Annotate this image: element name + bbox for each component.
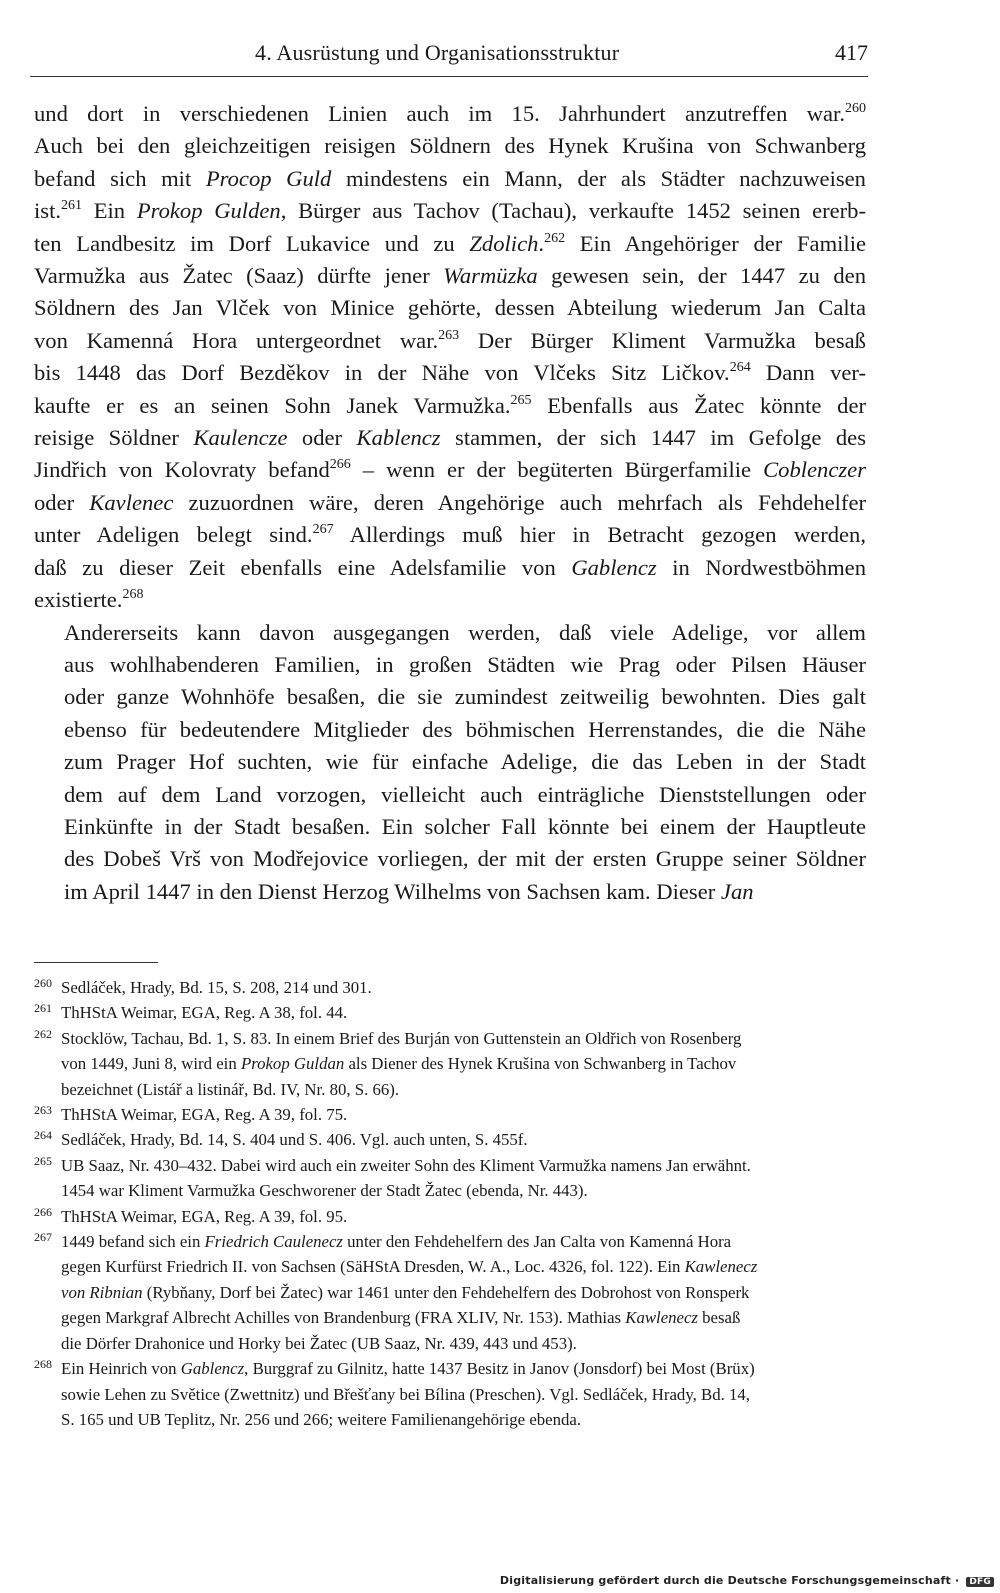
footnote-ref: 263 — [438, 327, 460, 343]
text-run: gegen Kurfürst Friedrich II. von Sachsen (SäHStA Dresden, W. A., Loc. 4326, fol. 122). Ein — [61, 1257, 685, 1277]
text-line — [34, 292, 866, 324]
text-run: oder — [287, 425, 357, 451]
footnote-line — [61, 1305, 866, 1330]
text-run: 1454 war Kliment Varmužka Geschworener der Stadt Žatec (ebenda, Nr. 443). — [61, 1181, 588, 1201]
text-line — [34, 746, 866, 778]
text-run: , Bürger aus Tachov (Tachau), verkaufte 1452 seinen ererb- — [280, 198, 866, 224]
footnote-line — [61, 1254, 866, 1279]
footnote — [34, 1204, 866, 1229]
paragraph — [34, 617, 866, 909]
text-line — [34, 779, 866, 811]
footnote-number: 265 — [34, 1153, 52, 1168]
text-run: Der Bürger Kliment Varmužka besaß — [459, 327, 866, 353]
italic-name: Procop Guld — [205, 165, 332, 191]
text-run: S. 165 und UB Teplitz, Nr. 256 und 266; weitere Familienangehörige ebenda. — [61, 1409, 582, 1429]
text-line — [34, 584, 866, 616]
text-run: gewesen sein, der 1447 zu den — [537, 263, 866, 289]
text-run: ThHStA Weimar, EGA, Reg. A 39, fol. 95. — [61, 1206, 348, 1226]
footnote-separator — [34, 962, 158, 963]
text-line — [34, 714, 866, 746]
footnote-ref: 266 — [329, 457, 351, 473]
italic-name: Kavlenec — [89, 489, 174, 515]
text-run: Stocklöw, Tachau, Bd. 1, S. 83. In einem Brief des Burján von Guttenstein an Oldřich von Rosenberg — [61, 1028, 742, 1048]
italic-name: Gablencz — [180, 1359, 245, 1379]
text-run: im April 1447 in den Dienst Herzog Wilhelms von Sachsen kam. Dieser — [64, 878, 721, 904]
text-run: Allerdings muß hier in Betracht gezogen werden, — [333, 522, 866, 548]
footnote-line — [61, 1153, 866, 1178]
text-line — [34, 325, 866, 357]
text-run: aus wohlhabenderen Familien, in großen Städten wie Prag oder Pilsen Häuser — [64, 651, 866, 677]
footnote-ref: 261 — [61, 198, 82, 214]
footnote-line — [61, 1127, 866, 1152]
footnote-ref: 262 — [544, 230, 566, 246]
footnote-ref: 260 — [845, 101, 866, 116]
text-run: oder ganze Wohnhöfe besaßen, die sie zumindest zeitweilig bewohnten. Dies galt — [64, 684, 866, 710]
footnotes — [34, 975, 866, 1432]
footnote — [34, 1153, 866, 1204]
text-run: Sedláček, Hrady, Bd. 14, S. 404 und S. 406. Vgl. auch unten, S. 455f. — [61, 1130, 528, 1150]
dfg-logo: DFG — [966, 1577, 994, 1587]
footnote-line — [61, 1229, 866, 1254]
footnote-number: 267 — [34, 1230, 52, 1245]
text-run: . — [538, 230, 545, 256]
footnote-number: 264 — [34, 1128, 52, 1143]
watermark-text: Digitalisierung gefördert durch die Deutsche Forschungsgemeinschaft · — [499, 1574, 960, 1587]
text-line — [34, 617, 866, 649]
text-line — [34, 843, 866, 875]
footnote-line — [61, 1026, 866, 1051]
text-run: Jindřich von Kolovraty befand — [34, 457, 330, 483]
text-line — [34, 195, 866, 227]
text-line — [34, 487, 866, 519]
footnote-number: 262 — [34, 1026, 52, 1041]
text-run: die Dörfer Drahonice und Horky bei Žatec (UB Saaz, Nr. 439, 443 und 453). — [61, 1333, 577, 1353]
text-run: und dort in verschiedenen Linien auch im 15. Jahrhundert anzutreffen war. — [34, 101, 845, 126]
text-line — [34, 98, 866, 130]
text-run: des Dobeš Vrš von Modřejovice vorliegen, der mit der ersten Gruppe seiner Söldner — [64, 846, 866, 872]
text-run: – wenn er der begüterten Bürgerfamilie — [350, 457, 764, 483]
footnote-number: 266 — [34, 1204, 52, 1219]
footnote-line — [61, 975, 866, 1000]
text-run: bezeichnet (Listář a listinář, Bd. IV, Nr. 80, S. 66). — [61, 1079, 400, 1099]
text-run: sowie Lehen zu Světice (Zwettnitz) und Břešťany bei Bílina (Preschen). Vgl. Sedláček, Hrady, Bd. 14, — [61, 1384, 750, 1404]
italic-name: Kawlenecz — [684, 1257, 758, 1277]
text-run: daß zu dieser Zeit ebenfalls eine Adelsfamilie von — [34, 554, 572, 580]
text-run: (Rybňany, Dorf bei Žatec) war 1461 unter den Fehdehelfern des Dobrohost von Ronsperk — [142, 1282, 750, 1302]
text-run: UB Saaz, Nr. 430–432. Dabei wird auch ein zweiter Sohn des Kliment Varmužka namens Jan erwähnt. — [61, 1155, 751, 1175]
footnote-line — [61, 1178, 866, 1203]
text-line — [34, 422, 866, 454]
running-title: 4. Ausrüstung und Organisationsstruktur — [255, 40, 620, 65]
text-run: reisige Söldner — [34, 425, 194, 451]
text-line — [34, 811, 866, 843]
italic-name: von Ribnian — [61, 1282, 143, 1302]
text-run: ist. — [34, 198, 61, 224]
text-line — [34, 681, 866, 713]
footnote — [34, 1229, 866, 1356]
text-run: Andererseits kann davon ausgegangen werden, daß viele Adelige, vor allem — [64, 619, 866, 645]
text-run: besaß — [697, 1308, 741, 1328]
footnote-line — [61, 1407, 866, 1432]
text-line — [34, 260, 866, 292]
text-run: Auch bei den gleichzeitigen reisigen Söldnern des Hynek Krušina von Schwanberg — [34, 133, 866, 159]
digitization-watermark — [500, 1574, 994, 1587]
text-run: ThHStA Weimar, EGA, Reg. A 39, fol. 75. — [61, 1105, 348, 1125]
text-run: stammen, der sich 1447 im Gefolge des — [440, 425, 866, 451]
text-line — [34, 552, 866, 584]
text-run: ThHStA Weimar, EGA, Reg. A 38, fol. 44. — [61, 1003, 348, 1023]
italic-name: Kablencz — [356, 425, 441, 451]
text-run: kaufte er es an seinen Sohn Janek Varmužka. — [34, 392, 511, 418]
paragraph — [34, 98, 866, 617]
italic-name: Zdolich — [469, 230, 539, 256]
italic-name: Jan — [720, 878, 754, 904]
text-run: zuzuordnen wäre, deren Angehörige auch mehrfach als Fehdehelfer — [173, 489, 866, 515]
text-run: zum Prager Hof suchten, wie für einfache Adelige, die das Leben in der Stadt — [64, 749, 866, 775]
running-header — [30, 40, 868, 74]
footnote-line — [61, 1051, 866, 1076]
main-text — [34, 98, 866, 908]
text-line — [34, 454, 866, 486]
footnote-number: 263 — [34, 1103, 52, 1118]
footnote-number: 261 — [34, 1001, 52, 1016]
page-number: 417 — [835, 40, 868, 65]
text-run: Ebenfalls aus Žatec könnte der — [531, 392, 866, 418]
text-run: Ein Angehöriger der Familie — [565, 230, 867, 256]
text-line — [34, 876, 866, 908]
text-run: Varmužka aus Žatec (Saaz) dürfte jener — [34, 263, 444, 289]
text-line — [34, 519, 866, 551]
text-run: , Burggraf zu Gilnitz, hatte 1437 Besitz in Janov (Jonsdorf) bei Most (Brüx) — [244, 1359, 755, 1379]
text-line — [34, 228, 866, 260]
footnote-line — [61, 1102, 866, 1127]
italic-name: Kaulencze — [193, 425, 288, 451]
text-run: ten Landbesitz im Dorf Lukavice und zu — [34, 230, 470, 256]
footnote-ref: 264 — [729, 360, 751, 376]
italic-name: Coblenczer — [763, 457, 866, 483]
text-run: bis 1448 das Dorf Bezděkov in der Nähe von Vlčeks Sitz Ličkov. — [34, 360, 730, 386]
footnote-line — [61, 1280, 866, 1305]
italic-name: Prokop Guldan — [240, 1054, 345, 1074]
footnote — [34, 975, 866, 1000]
italic-name: Friedrich Caulenecz — [204, 1232, 343, 1252]
text-run: ebenso für bedeutendere Mitglieder des böhmischen Herrenstandes, die die Nähe — [64, 716, 866, 742]
text-run: dem auf dem Land vorzogen, vielleicht auch einträgliche Dienststellungen oder — [64, 781, 866, 807]
text-run: 1449 befand sich ein — [61, 1232, 205, 1252]
text-run: Ein Heinrich von — [61, 1359, 181, 1379]
footnote-line — [61, 1331, 866, 1356]
text-line — [34, 130, 866, 162]
italic-name: Gablencz — [571, 554, 657, 580]
italic-name: Prokop Gulden — [136, 198, 281, 224]
text-run: Ein — [82, 198, 137, 224]
text-run: von Kamenná Hora untergeordnet war. — [34, 327, 439, 353]
italic-name: Kawlenecz — [625, 1308, 698, 1328]
footnote — [34, 1000, 866, 1025]
text-run: Einkünfte in der Stadt besaßen. Ein solcher Fall könnte bei einem der Hauptleute — [64, 813, 866, 839]
text-run: unter Adeligen belegt sind. — [34, 522, 313, 548]
footnote-ref: 265 — [510, 392, 532, 408]
footnote — [34, 1102, 866, 1127]
text-run: von 1449, Juni 8, wird ein — [61, 1054, 241, 1074]
text-line — [34, 390, 866, 422]
footnote — [34, 1026, 866, 1102]
header-rule — [30, 76, 868, 77]
text-run: Sedláček, Hrady, Bd. 15, S. 208, 214 und 301. — [61, 978, 372, 997]
text-line — [34, 163, 866, 195]
text-run: mindestens ein Mann, der als Städter nachzuweisen — [331, 165, 866, 191]
text-run: oder — [34, 489, 90, 515]
footnote-line — [61, 1356, 866, 1381]
text-run: Söldnern des Jan Vlček von Minice gehörte, dessen Abteilung wiederum Jan Calta — [34, 295, 866, 321]
footnote-ref: 268 — [122, 587, 144, 603]
italic-name: Warmüzka — [443, 263, 538, 289]
text-line — [34, 649, 866, 681]
footnote — [34, 1127, 866, 1152]
text-run: unter den Fehdehelfern des Jan Calta von Kamenná Hora — [342, 1232, 732, 1252]
text-run: existierte. — [34, 587, 123, 613]
text-run: befand sich mit — [34, 165, 206, 191]
footnote-line — [61, 1077, 866, 1102]
footnote-line — [61, 1204, 866, 1229]
footnote-ref: 267 — [312, 522, 334, 538]
text-run: gegen Markgraf Albrecht Achilles von Brandenburg (FRA XLIV, Nr. 153). Mathias — [61, 1308, 626, 1328]
footnote — [34, 1356, 866, 1432]
footnote-number: 260 — [34, 976, 52, 990]
footnote-line — [61, 1382, 866, 1407]
footnote-line — [61, 1000, 866, 1025]
text-run: als Diener des Hynek Krušina von Schwanberg in Tachov — [344, 1054, 737, 1074]
footnote-number: 268 — [34, 1357, 52, 1372]
text-line — [34, 357, 866, 389]
text-run: Dann ver- — [750, 360, 866, 386]
text-run: in Nordwestböhmen — [656, 554, 866, 580]
